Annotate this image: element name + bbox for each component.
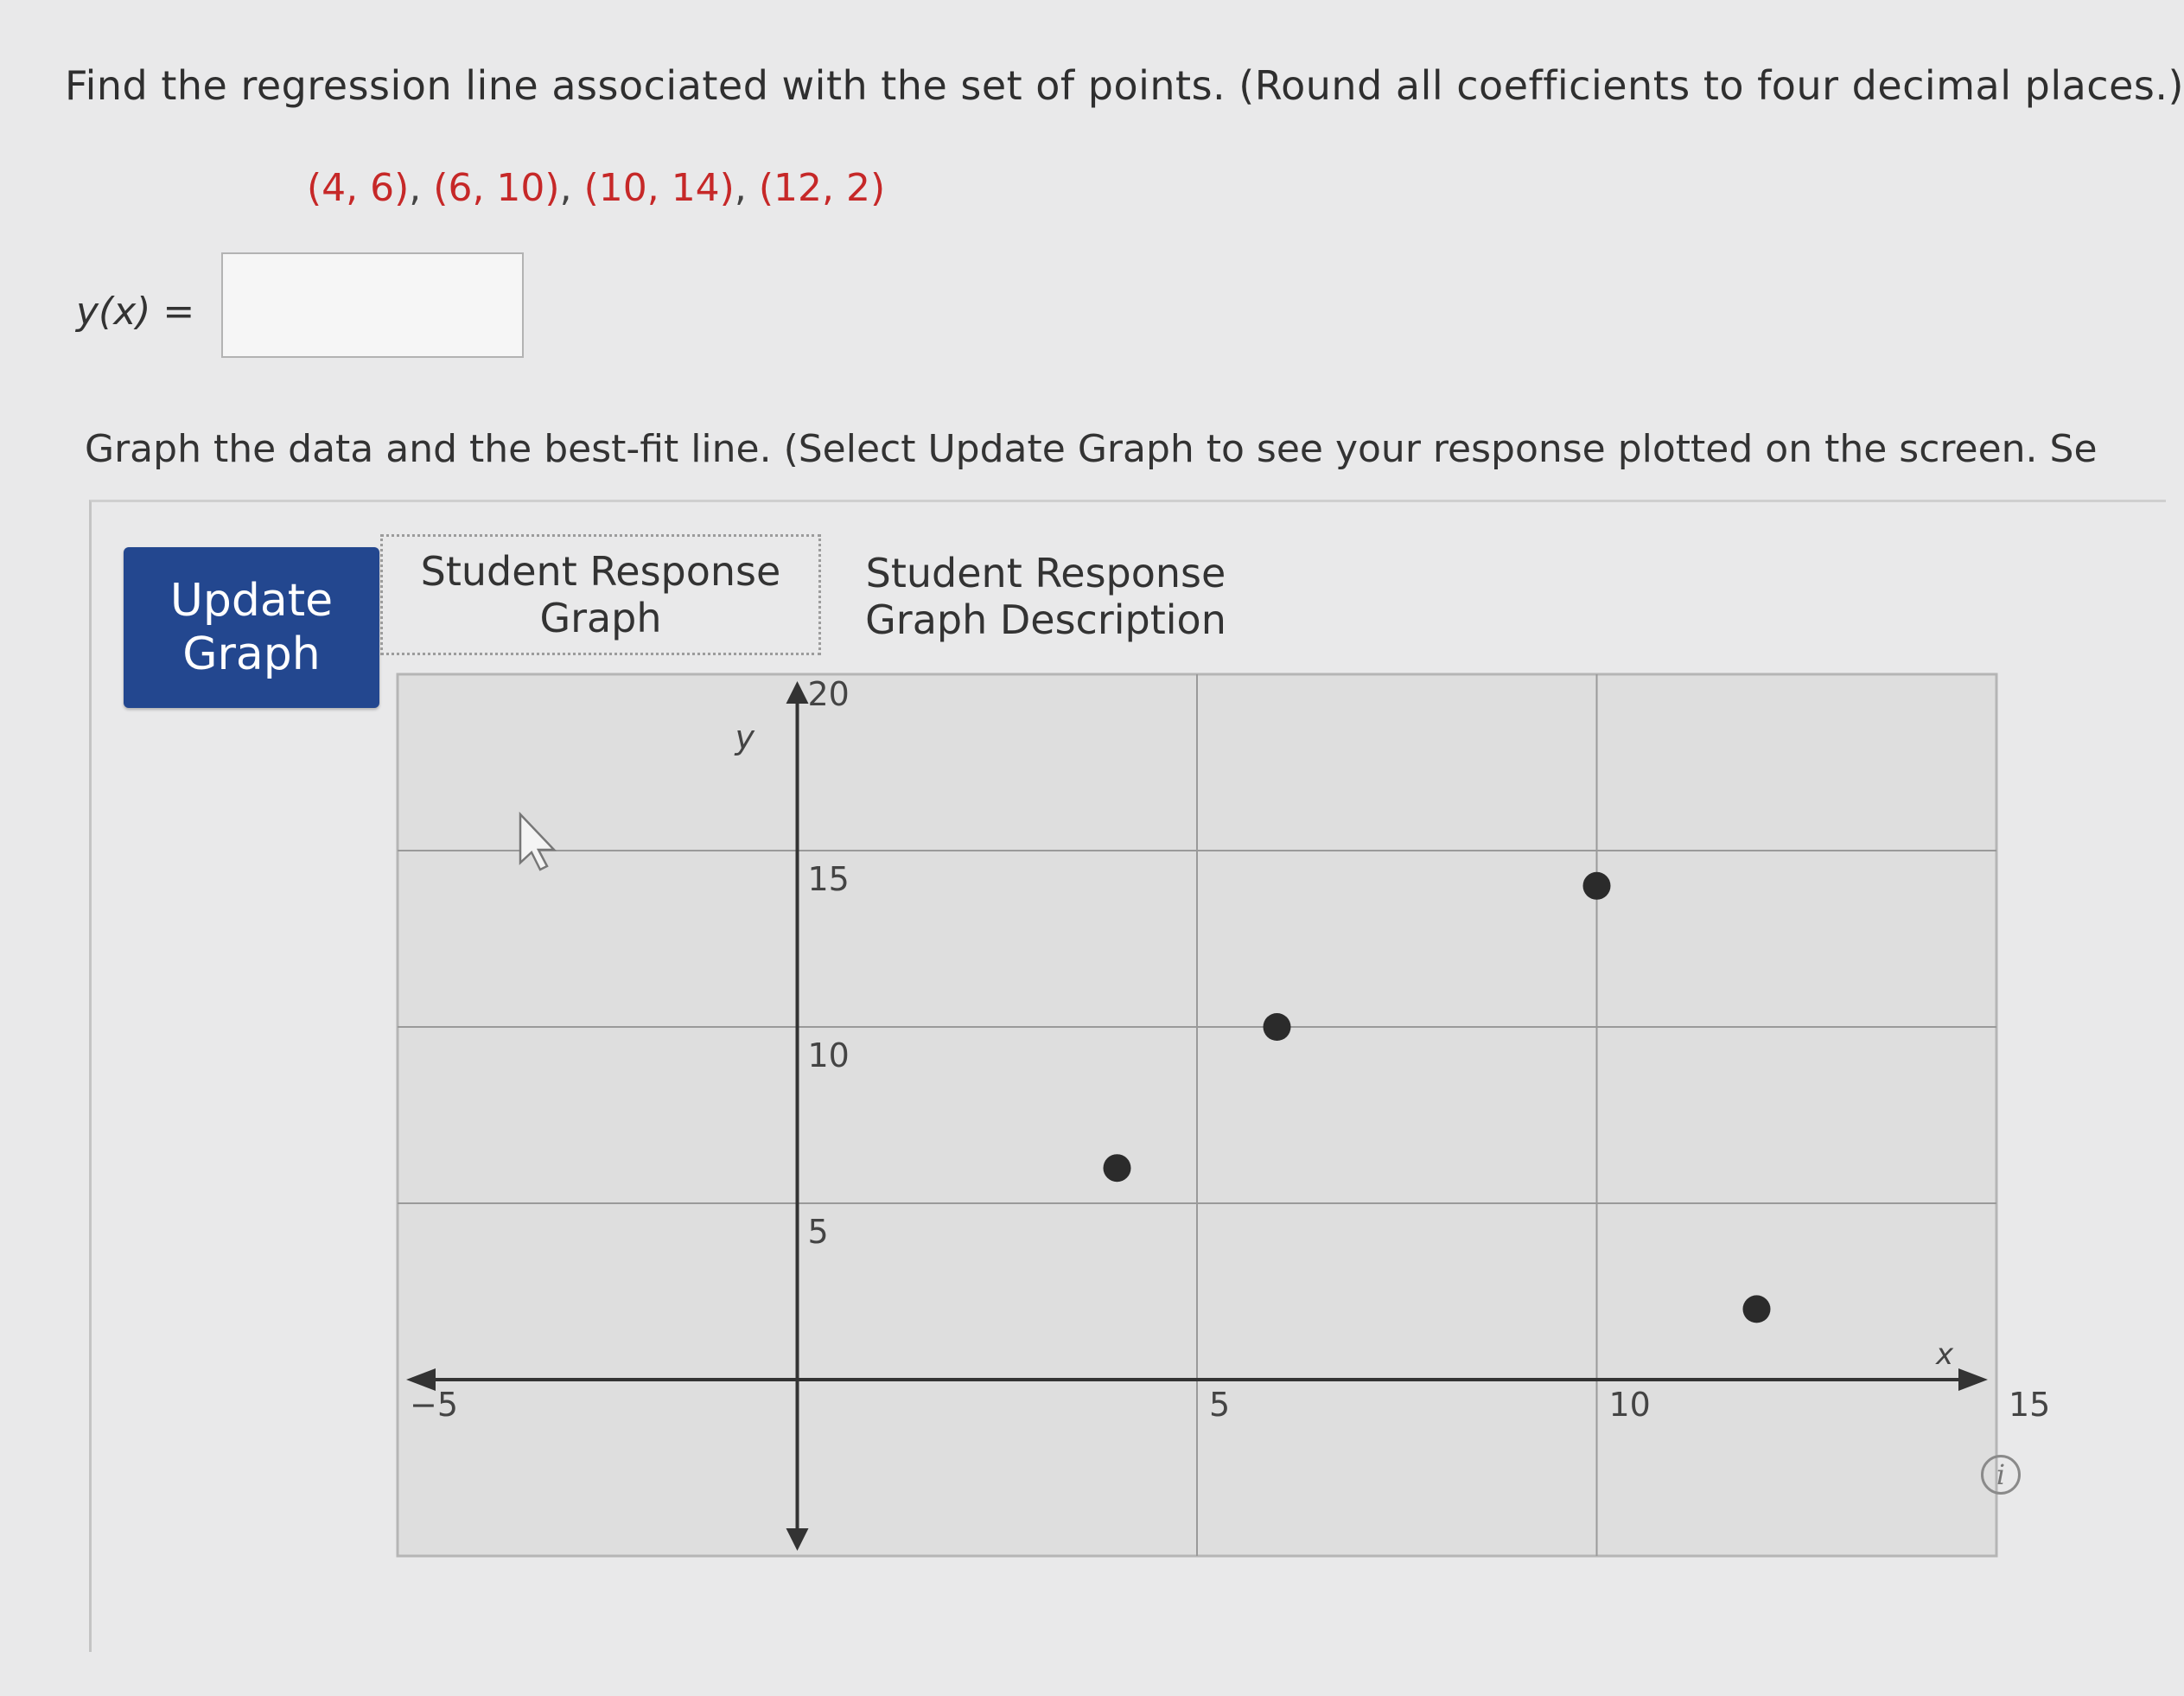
x-tick-label: −5: [410, 1386, 459, 1424]
data-points: [307, 166, 885, 210]
x-tick-label: 10: [1608, 1386, 1651, 1424]
x-tick-label: 15: [2009, 1386, 2051, 1424]
tab-graph-label-line2: Graph: [539, 595, 662, 641]
y-tick-label: 10: [807, 1036, 850, 1074]
data-point: [1264, 1013, 1291, 1041]
answer-label: [76, 290, 194, 334]
data-point-text: (10, 14): [583, 166, 735, 210]
regression-answer-input[interactable]: [221, 252, 524, 358]
data-point: [1583, 872, 1611, 900]
data-point: [1104, 1154, 1131, 1182]
y-tick-label: 20: [807, 675, 850, 713]
point-separator: ,: [409, 166, 434, 210]
tab-desc-label-line1: Student Response: [865, 550, 1226, 596]
x-tick-label: 5: [1209, 1386, 1231, 1424]
tab-student-response-graph[interactable]: [380, 534, 821, 655]
update-graph-button[interactable]: [124, 547, 379, 708]
update-button-label-line2: Graph: [182, 628, 321, 680]
y-tick-label: 15: [807, 860, 850, 898]
tab-student-response-graph-description[interactable]: [856, 545, 1236, 648]
x-axis-label: x: [1936, 1337, 1954, 1372]
data-point: [1743, 1295, 1771, 1323]
graph-instruction: Graph the data and the best-fit line. (Select Update Graph to see your response plotted on the screen. Se: [85, 427, 2098, 471]
cursor-arrow-icon: [519, 813, 562, 873]
info-icon[interactable]: i: [1981, 1455, 2021, 1495]
update-button-label-line1: Update: [169, 575, 334, 627]
tab-graph-label-line1: Student Response: [420, 548, 781, 595]
answer-equals: =: [150, 290, 195, 334]
answer-function-name: y(x): [76, 290, 151, 334]
data-point-text: (12, 2): [758, 166, 886, 210]
point-separator: ,: [559, 166, 584, 210]
data-point-text: (4, 6): [307, 166, 410, 210]
question-prompt: Find the regression line associated with the set of points. (Round all coefficients to four decimal places.): [65, 62, 2184, 109]
scatter-graph[interactable]: [398, 674, 2051, 1556]
tab-desc-label-line2: Graph Description: [865, 596, 1226, 643]
y-tick-label: 5: [807, 1213, 829, 1251]
point-separator: ,: [734, 166, 759, 210]
data-point-text: (6, 10): [433, 166, 560, 210]
y-axis-label: y: [735, 718, 755, 756]
